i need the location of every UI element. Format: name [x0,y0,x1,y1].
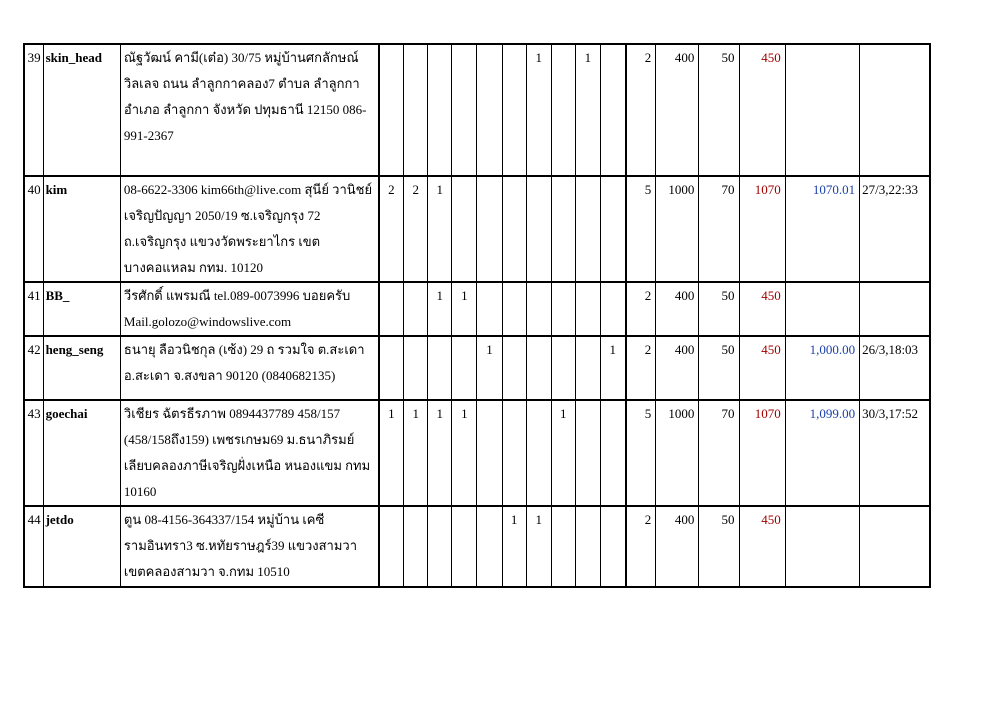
username-cell: jetdo [43,506,120,587]
quantity-cell [575,336,600,400]
quantity-cell: 2 [379,176,404,282]
quantity-cell [428,506,452,587]
payment-date-cell: 30/3,17:52 [860,400,930,506]
address-cell: วิเชียร ฉัตรธีรภาพ 0894437789 458/157 (458/158ถึง159) เพชรเกษม69 ม.ธนาภิรมย์ เลียบคลองภาษีเจริญฝั่งเหนือ หนองแขม กทม 10160 [120,400,378,506]
paid-amount-cell [785,506,859,587]
quantity-cell [526,176,551,282]
quantity-cell [600,506,625,587]
quantity-cell: 1 [428,400,452,506]
quantity-cell [404,44,428,176]
quantity-cell [502,176,526,282]
price-cell: 1000 [656,176,699,282]
quantity-cell [502,400,526,506]
shipping-cell: 50 [699,282,739,336]
username-cell: goechai [43,400,120,506]
quantity-cell [551,176,575,282]
quantity-cell [575,506,600,587]
quantity-cell [575,282,600,336]
quantity-cell [551,282,575,336]
shipping-cell: 70 [699,176,739,282]
shipping-cell: 50 [699,336,739,400]
item-count-cell: 2 [626,506,656,587]
username-cell: BB_ [43,282,120,336]
quantity-cell [575,400,600,506]
quantity-cell [428,336,452,400]
total-cell: 450 [739,336,785,400]
total-cell: 1070 [739,176,785,282]
quantity-cell [477,506,502,587]
shipping-cell: 70 [699,400,739,506]
quantity-cell [404,336,428,400]
quantity-cell [600,282,625,336]
quantity-cell [600,400,625,506]
quantity-cell [379,506,404,587]
quantity-cell [502,282,526,336]
paid-amount-cell: 1,000.00 [785,336,859,400]
row-number: 41 [24,282,43,336]
payment-date-cell [860,282,930,336]
quantity-cell: 1 [477,336,502,400]
quantity-cell [477,176,502,282]
quantity-cell [551,506,575,587]
quantity-cell: 1 [379,400,404,506]
quantity-cell: 1 [428,282,452,336]
address-cell: 08-6622-3306 kim66th@live.com สุนีย์ วานิชย์เจริญปัญญา 2050/19 ซ.เจริญกรุง 72 ถ.เจริญกรุง แขวงวัดพระยาไกร เขตบางคอแหลม กทม. 10120 [120,176,378,282]
payment-date-cell: 27/3,22:33 [860,176,930,282]
payment-date-cell [860,506,930,587]
item-count-cell: 2 [626,44,656,176]
quantity-cell [526,400,551,506]
quantity-cell [452,176,477,282]
item-count-cell: 5 [626,176,656,282]
table-row [24,336,930,400]
quantity-cell [526,336,551,400]
address-cell: ธนายุ ลือวนิชกุล (เซ้ง) 29 ถ รวมใจ ต.สะเดา อ.สะเดา จ.สงขลา 90120 (0840682135) [120,336,378,400]
price-cell: 1000 [656,400,699,506]
table-row [24,282,930,336]
quantity-cell: 1 [428,176,452,282]
row-number: 42 [24,336,43,400]
price-cell: 400 [656,44,699,176]
price-cell: 400 [656,506,699,587]
username-cell: kim [43,176,120,282]
quantity-cell [526,282,551,336]
quantity-cell [600,176,625,282]
orders-table [23,43,931,588]
quantity-cell [404,282,428,336]
quantity-cell [379,282,404,336]
quantity-cell: 1 [502,506,526,587]
quantity-cell [575,176,600,282]
quantity-cell [502,336,526,400]
quantity-cell [477,282,502,336]
quantity-cell: 1 [452,400,477,506]
item-count-cell: 2 [626,282,656,336]
quantity-cell: 1 [526,506,551,587]
quantity-cell [477,400,502,506]
quantity-cell [379,44,404,176]
total-cell: 450 [739,506,785,587]
price-cell: 400 [656,282,699,336]
quantity-cell [452,336,477,400]
username-cell: heng_seng [43,336,120,400]
address-cell: ณัฐวัฒน์ คามี(เต๋อ) 30/75 หมู่บ้านศกลักษณ์วิลเลจ ถนน ลำลูกกาคลอง7 ตำบล ลำลูกกา อำเภอ ลำลูกกา จังหวัด ปทุมธานี 12150 086-991-2367 [120,44,378,176]
quantity-cell: 1 [600,336,625,400]
quantity-cell [428,44,452,176]
payment-date-cell: 26/3,18:03 [860,336,930,400]
quantity-cell [600,44,625,176]
total-cell: 450 [739,44,785,176]
quantity-cell [379,336,404,400]
table-row [24,400,930,506]
quantity-cell: 1 [551,400,575,506]
paid-amount-cell: 1,099.00 [785,400,859,506]
row-number: 39 [24,44,43,176]
quantity-cell [452,44,477,176]
shipping-cell: 50 [699,44,739,176]
table-row [24,176,930,282]
table-row [24,506,930,587]
quantity-cell [502,44,526,176]
quantity-cell: 1 [404,400,428,506]
row-number: 40 [24,176,43,282]
address-cell: วีรศักดิ์ แพรมณี tel.089-0073996 บอยครับ Mail.golozo@windowslive.com [120,282,378,336]
username-cell: skin_head [43,44,120,176]
quantity-cell [452,506,477,587]
quantity-cell: 1 [526,44,551,176]
paid-amount-cell [785,282,859,336]
shipping-cell: 50 [699,506,739,587]
row-number: 44 [24,506,43,587]
paid-amount-cell [785,44,859,176]
quantity-cell [477,44,502,176]
item-count-cell: 2 [626,336,656,400]
total-cell: 1070 [739,400,785,506]
payment-date-cell [860,44,930,176]
quantity-cell: 1 [575,44,600,176]
price-cell: 400 [656,336,699,400]
paid-amount-cell: 1070.01 [785,176,859,282]
row-number: 43 [24,400,43,506]
quantity-cell [551,336,575,400]
quantity-cell: 2 [404,176,428,282]
table-row [24,44,930,176]
address-cell: ตูน 08-4156-364337/154 หมู่บ้าน เคซีรามอินทรา3 ซ.หทัยราษฎร์39 แขวงสามวา เขตคลองสามวา จ.กทม 10510 [120,506,378,587]
total-cell: 450 [739,282,785,336]
quantity-cell [551,44,575,176]
quantity-cell: 1 [452,282,477,336]
quantity-cell [404,506,428,587]
item-count-cell: 5 [626,400,656,506]
